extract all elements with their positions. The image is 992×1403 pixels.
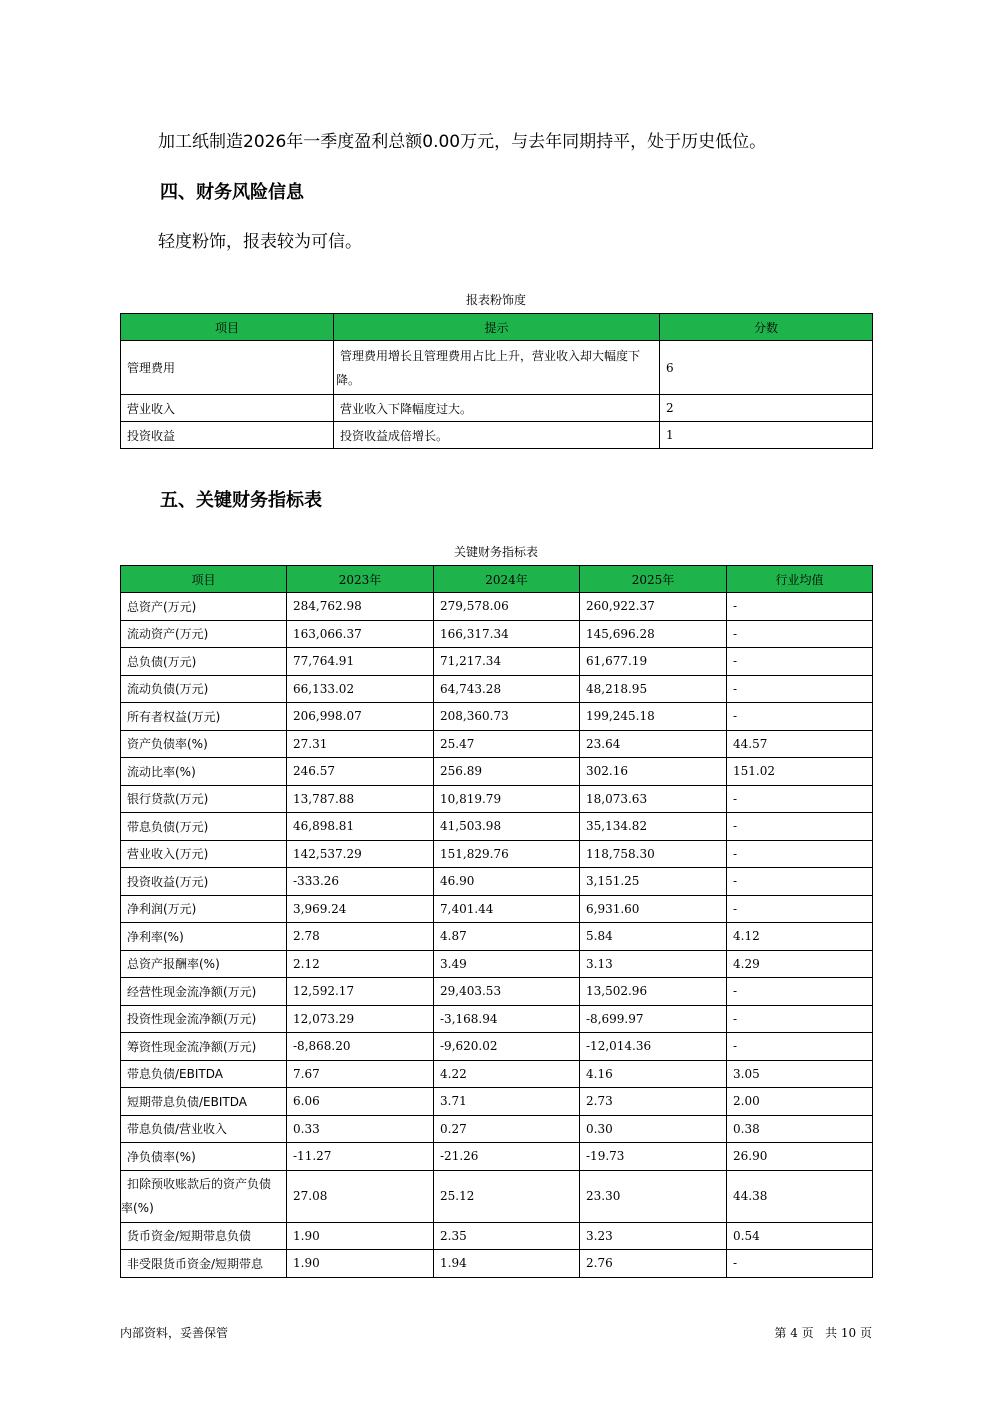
kpi-value-2023: 142,537.29 — [287, 840, 434, 868]
kpi-item: 净负债率(%) — [121, 1143, 287, 1171]
risk-item: 投资收益 — [121, 422, 334, 449]
table-row — [121, 1170, 873, 1222]
kpi-item: 流动比率(%) — [121, 758, 287, 786]
kpi-value-2024: 256.89 — [434, 758, 580, 786]
kpi-value-2023: 284,762.98 — [287, 593, 434, 621]
section4-heading: 四、财务风险信息 — [160, 182, 304, 203]
kpi-item: 带息负债/EBITDA — [121, 1060, 287, 1088]
kpi-value-2023: 206,998.07 — [287, 703, 434, 731]
table-row — [121, 868, 873, 896]
footer-page-number: 第 4 页 共 10 页 — [774, 1326, 872, 1340]
kpi-item: 经营性现金流净额(万元) — [121, 978, 287, 1006]
risk-score: 1 — [660, 422, 873, 449]
table-row — [121, 703, 873, 731]
kpi-value-2025: 3.23 — [580, 1222, 727, 1250]
table-row — [121, 785, 873, 813]
risk-score: 2 — [660, 395, 873, 422]
kpi-item: 带息负债(万元) — [121, 813, 287, 841]
kpi-value-2025: 199,245.18 — [580, 703, 727, 731]
kpi-value-2023: 27.31 — [287, 730, 434, 758]
kpi-value-2023: 66,133.02 — [287, 675, 434, 703]
intro-paragraph: 加工纸制造2026年一季度盈利总额0.00万元，与去年同期持平，处于历史低位。 — [158, 132, 767, 152]
kpi-item: 筹资性现金流净额(万元) — [121, 1033, 287, 1061]
kpi-value-2023: 46,898.81 — [287, 813, 434, 841]
kpi-industry-avg: - — [727, 785, 873, 813]
section4-summary: 轻度粉饰，报表较为可信。 — [158, 232, 362, 252]
kpi-item: 资产负债率(%) — [121, 730, 287, 758]
kpi-header-industry-avg: 行业均值 — [727, 566, 873, 593]
kpi-industry-avg: - — [727, 593, 873, 621]
table-row — [121, 1115, 873, 1143]
table-row — [121, 730, 873, 758]
kpi-value-2024: 29,403.53 — [434, 978, 580, 1006]
risk-table — [120, 313, 873, 449]
table-row — [121, 840, 873, 868]
kpi-value-2024: -3,168.94 — [434, 1005, 580, 1033]
kpi-value-2025: 23.64 — [580, 730, 727, 758]
kpi-industry-avg: - — [727, 978, 873, 1006]
kpi-value-2024: 25.47 — [434, 730, 580, 758]
kpi-value-2025: 145,696.28 — [580, 620, 727, 648]
kpi-value-2025: -8,699.97 — [580, 1005, 727, 1033]
kpi-value-2023: 163,066.37 — [287, 620, 434, 648]
kpi-industry-avg: 44.57 — [727, 730, 873, 758]
risk-hint: 管理费用增长且管理费用占比上升，营业收入却大幅度下降。 — [334, 341, 660, 395]
kpi-value-2023: 2.78 — [287, 923, 434, 951]
kpi-value-2025: -19.73 — [580, 1143, 727, 1171]
kpi-value-2023: 27.08 — [287, 1170, 434, 1222]
risk-item: 管理费用 — [121, 341, 334, 395]
kpi-value-2024: 10,819.79 — [434, 785, 580, 813]
kpi-value-2023: 12,592.17 — [287, 978, 434, 1006]
kpi-value-2025: 13,502.96 — [580, 978, 727, 1006]
table-row — [121, 1143, 873, 1171]
kpi-header-2025: 2025年 — [580, 566, 727, 593]
kpi-header-2023: 2023年 — [287, 566, 434, 593]
kpi-value-2025: 302.16 — [580, 758, 727, 786]
table-row — [121, 978, 873, 1006]
kpi-value-2024: 279,578.06 — [434, 593, 580, 621]
kpi-value-2023: 1.90 — [287, 1250, 434, 1278]
kpi-value-2024: 166,317.34 — [434, 620, 580, 648]
risk-header-score: 分数 — [660, 314, 873, 341]
kpi-value-2024: 208,360.73 — [434, 703, 580, 731]
kpi-value-2023: -8,868.20 — [287, 1033, 434, 1061]
kpi-industry-avg: - — [727, 1033, 873, 1061]
kpi-industry-avg: 0.54 — [727, 1222, 873, 1250]
kpi-industry-avg: - — [727, 1005, 873, 1033]
kpi-value-2024: 3.49 — [434, 950, 580, 978]
kpi-industry-avg: - — [727, 703, 873, 731]
risk-table-header — [121, 314, 873, 341]
kpi-value-2025: 5.84 — [580, 923, 727, 951]
kpi-industry-avg: 44.38 — [727, 1170, 873, 1222]
kpi-value-2024: 4.87 — [434, 923, 580, 951]
kpi-value-2024: 1.94 — [434, 1250, 580, 1278]
kpi-item: 所有者权益(万元) — [121, 703, 287, 731]
kpi-value-2023: 77,764.91 — [287, 648, 434, 676]
kpi-industry-avg: 26.90 — [727, 1143, 873, 1171]
kpi-industry-avg: 4.12 — [727, 923, 873, 951]
kpi-value-2024: 25.12 — [434, 1170, 580, 1222]
kpi-value-2024: -21.26 — [434, 1143, 580, 1171]
kpi-industry-avg: 151.02 — [727, 758, 873, 786]
kpi-value-2023: 1.90 — [287, 1222, 434, 1250]
risk-header-item: 项目 — [121, 314, 334, 341]
table-row — [121, 593, 873, 621]
risk-table-caption: 报表粉饰度 — [465, 293, 526, 307]
kpi-item: 货币资金/短期带息负债 — [121, 1222, 287, 1250]
kpi-value-2025: 3.13 — [580, 950, 727, 978]
kpi-value-2023: 13,787.88 — [287, 785, 434, 813]
kpi-value-2023: 246.57 — [287, 758, 434, 786]
kpi-item: 总负债(万元) — [121, 648, 287, 676]
table-row — [121, 895, 873, 923]
kpi-industry-avg: 2.00 — [727, 1088, 873, 1116]
risk-item: 营业收入 — [121, 395, 334, 422]
footer-confidential: 内部资料，妥善保管 — [120, 1326, 229, 1340]
kpi-industry-avg: - — [727, 868, 873, 896]
kpi-item: 投资性现金流净额(万元) — [121, 1005, 287, 1033]
kpi-industry-avg: - — [727, 840, 873, 868]
kpi-value-2025: 3,151.25 — [580, 868, 727, 896]
kpi-value-2025: 23.30 — [580, 1170, 727, 1222]
kpi-value-2023: 6.06 — [287, 1088, 434, 1116]
kpi-item: 总资产(万元) — [121, 593, 287, 621]
kpi-item: 非受限货币资金/短期带息 — [121, 1250, 287, 1278]
kpi-value-2024: -9,620.02 — [434, 1033, 580, 1061]
kpi-table — [120, 565, 873, 1278]
table-row — [121, 758, 873, 786]
kpi-industry-avg: - — [727, 620, 873, 648]
kpi-table-header — [121, 566, 873, 593]
kpi-value-2025: 118,758.30 — [580, 840, 727, 868]
kpi-value-2023: -11.27 — [287, 1143, 434, 1171]
kpi-header-2024: 2024年 — [434, 566, 580, 593]
kpi-value-2024: 64,743.28 — [434, 675, 580, 703]
table-row — [121, 1060, 873, 1088]
kpi-value-2025: 61,677.19 — [580, 648, 727, 676]
kpi-item: 流动负债(万元) — [121, 675, 287, 703]
table-row — [121, 675, 873, 703]
kpi-industry-avg: - — [727, 1250, 873, 1278]
kpi-value-2024: 0.27 — [434, 1115, 580, 1143]
table-row — [121, 1222, 873, 1250]
kpi-table-caption: 关键财务指标表 — [453, 545, 538, 559]
kpi-item: 营业收入(万元) — [121, 840, 287, 868]
kpi-item: 投资收益(万元) — [121, 868, 287, 896]
kpi-item: 带息负债/营业收入 — [121, 1115, 287, 1143]
kpi-value-2025: 6,931.60 — [580, 895, 727, 923]
risk-score: 6 — [660, 341, 873, 395]
table-row — [121, 1088, 873, 1116]
risk-hint: 营业收入下降幅度过大。 — [334, 395, 660, 422]
table-row — [121, 1005, 873, 1033]
kpi-value-2025: 260,922.37 — [580, 593, 727, 621]
table-row — [121, 1033, 873, 1061]
table-row — [121, 1250, 873, 1278]
kpi-value-2024: 151,829.76 — [434, 840, 580, 868]
risk-hint: 投资收益成倍增长。 — [334, 422, 660, 449]
kpi-value-2025: 2.73 — [580, 1088, 727, 1116]
table-row — [121, 923, 873, 951]
kpi-value-2025: -12,014.36 — [580, 1033, 727, 1061]
kpi-value-2023: 12,073.29 — [287, 1005, 434, 1033]
kpi-item: 净利润(万元) — [121, 895, 287, 923]
kpi-item: 银行贷款(万元) — [121, 785, 287, 813]
kpi-value-2025: 35,134.82 — [580, 813, 727, 841]
kpi-value-2024: 3.71 — [434, 1088, 580, 1116]
kpi-value-2024: 46.90 — [434, 868, 580, 896]
kpi-value-2023: 2.12 — [287, 950, 434, 978]
kpi-header-item: 项目 — [121, 566, 287, 593]
kpi-value-2024: 4.22 — [434, 1060, 580, 1088]
kpi-industry-avg: - — [727, 813, 873, 841]
kpi-value-2024: 41,503.98 — [434, 813, 580, 841]
kpi-industry-avg: - — [727, 895, 873, 923]
section5-heading: 五、关键财务指标表 — [160, 490, 322, 511]
kpi-item: 短期带息负债/EBITDA — [121, 1088, 287, 1116]
risk-header-hint: 提示 — [334, 314, 660, 341]
kpi-value-2025: 18,073.63 — [580, 785, 727, 813]
kpi-value-2023: -333.26 — [287, 868, 434, 896]
kpi-industry-avg: - — [727, 675, 873, 703]
table-row — [121, 813, 873, 841]
kpi-item: 总资产报酬率(%) — [121, 950, 287, 978]
table-row — [121, 950, 873, 978]
kpi-value-2025: 48,218.95 — [580, 675, 727, 703]
kpi-value-2024: 2.35 — [434, 1222, 580, 1250]
kpi-value-2023: 0.33 — [287, 1115, 434, 1143]
kpi-industry-avg: 3.05 — [727, 1060, 873, 1088]
kpi-value-2024: 71,217.34 — [434, 648, 580, 676]
kpi-value-2023: 3,969.24 — [287, 895, 434, 923]
kpi-value-2025: 4.16 — [580, 1060, 727, 1088]
table-row — [121, 648, 873, 676]
kpi-industry-avg: 0.38 — [727, 1115, 873, 1143]
kpi-item: 流动资产(万元) — [121, 620, 287, 648]
kpi-industry-avg: - — [727, 648, 873, 676]
table-row — [121, 620, 873, 648]
kpi-value-2023: 7.67 — [287, 1060, 434, 1088]
table-row — [121, 341, 873, 395]
kpi-item: 净利率(%) — [121, 923, 287, 951]
kpi-item: 扣除预收账款后的资产负债率(%) — [121, 1170, 287, 1222]
kpi-industry-avg: 4.29 — [727, 950, 873, 978]
table-row — [121, 422, 873, 449]
kpi-value-2025: 0.30 — [580, 1115, 727, 1143]
table-row — [121, 395, 873, 422]
kpi-value-2024: 7,401.44 — [434, 895, 580, 923]
kpi-value-2025: 2.76 — [580, 1250, 727, 1278]
